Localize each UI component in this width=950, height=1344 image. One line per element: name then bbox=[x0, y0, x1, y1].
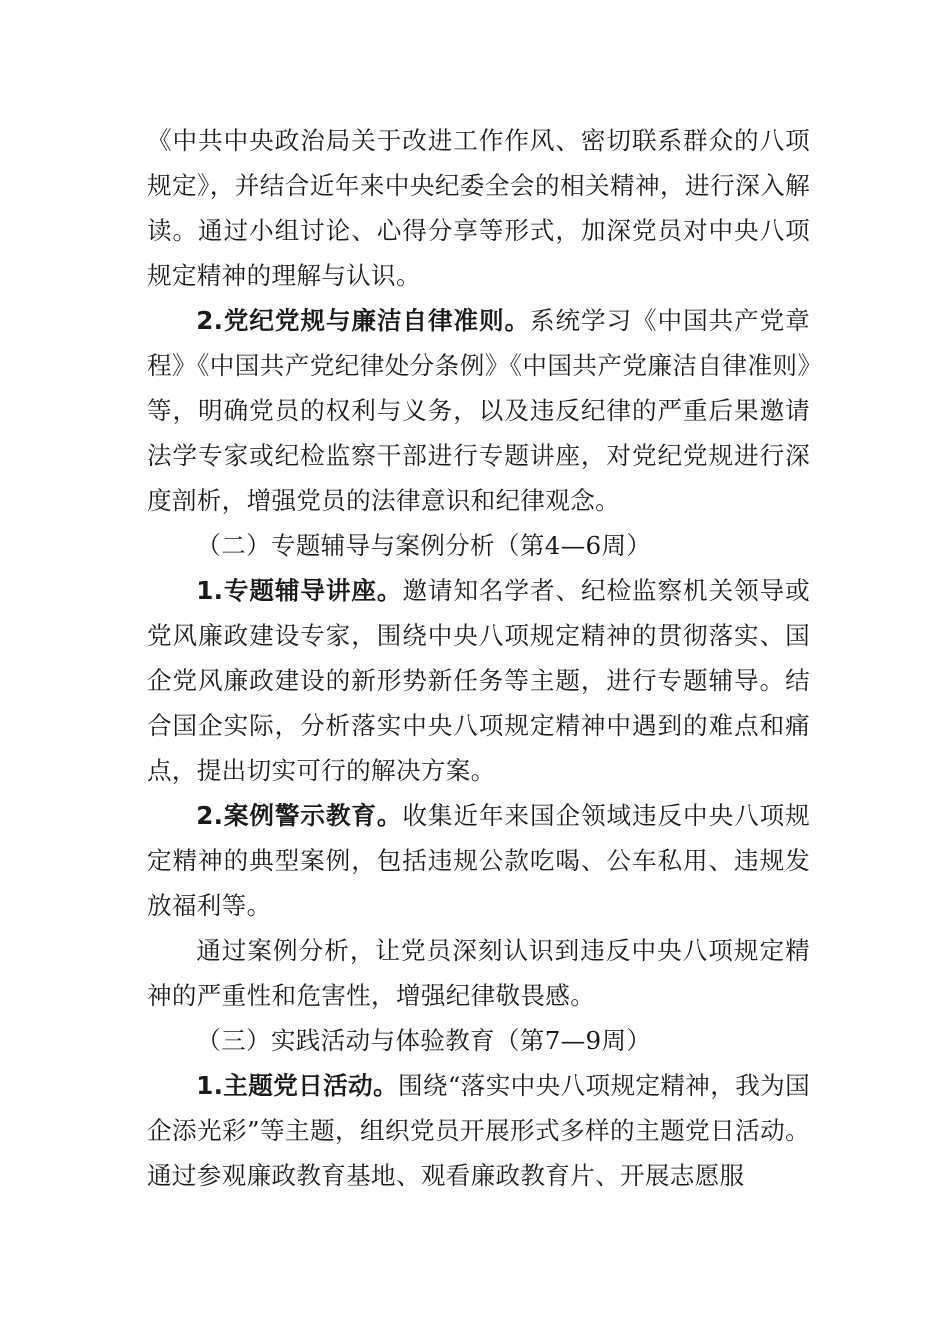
paragraph-case-analysis: 通过案例分析，让党员深刻认识到违反中央八项规定精神的严重性和危害性，增强纪律敬畏感。 bbox=[147, 936, 810, 1010]
paragraph-lecture bbox=[147, 568, 810, 793]
paragraph-continued: 《中共中央政治局关于改进工作作风、密切联系群众的八项规定》，并结合近年来中央纪委全会的相关精神，进行深入解读。通过小组讨论、心得分享等形式，加深党员对中央八项规定精神的理解与认识。 bbox=[147, 126, 810, 290]
item-heading: 1.主题党日活动。 bbox=[196, 1071, 398, 1100]
section-heading-3: （三）实践活动与体验教育（第7—9周） bbox=[196, 1026, 652, 1055]
paragraph-party-discipline bbox=[147, 298, 810, 523]
section-heading-2: （二）专题辅导与案例分析（第4—6周） bbox=[196, 531, 652, 560]
paragraph-party-day bbox=[147, 1063, 810, 1198]
document-page bbox=[147, 118, 810, 1198]
item-body: 收集近年来国企领域违反中央八项规定精神的典型案例，包括违规公款吃喝、公车私用、违规发放福利等。 bbox=[147, 801, 810, 920]
item-heading: 2.党纪党规与廉洁自律准则。 bbox=[196, 306, 530, 335]
item-body: 围绕“落实中央八项规定精神，我为国企添光彩”等主题，组织党员开展形式多样的主题党日活动。通过参观廉政教育基地、观看廉政教育片、开展志愿服 bbox=[147, 1071, 810, 1190]
item-body: 系统学习《中国共产党章程》《中国共产党纪律处分条例》《中国共产党廉洁自律准则》等，明确党员的权利与义务，以及违反纪律的严重后果邀请法学专家或纪检监察干部进行专题讲座，对党纪党规进行深度剖析，增强党员的法律意识和纪律观念。 bbox=[147, 306, 811, 515]
item-heading: 1.专题辅导讲座。 bbox=[196, 576, 403, 605]
item-heading: 2.案例警示教育。 bbox=[196, 801, 403, 830]
paragraph-case-warning bbox=[147, 793, 810, 928]
item-body: 邀请知名学者、纪检监察机关领导或党风廉政建设专家，围绕中央八项规定精神的贯彻落实、国企党风廉政建设的新形势新任务等主题，进行专题辅导。结合国企实际，分析落实中央八项规定精神中遇到的难点和痛点，提出切实可行的解决方案。 bbox=[147, 576, 810, 785]
